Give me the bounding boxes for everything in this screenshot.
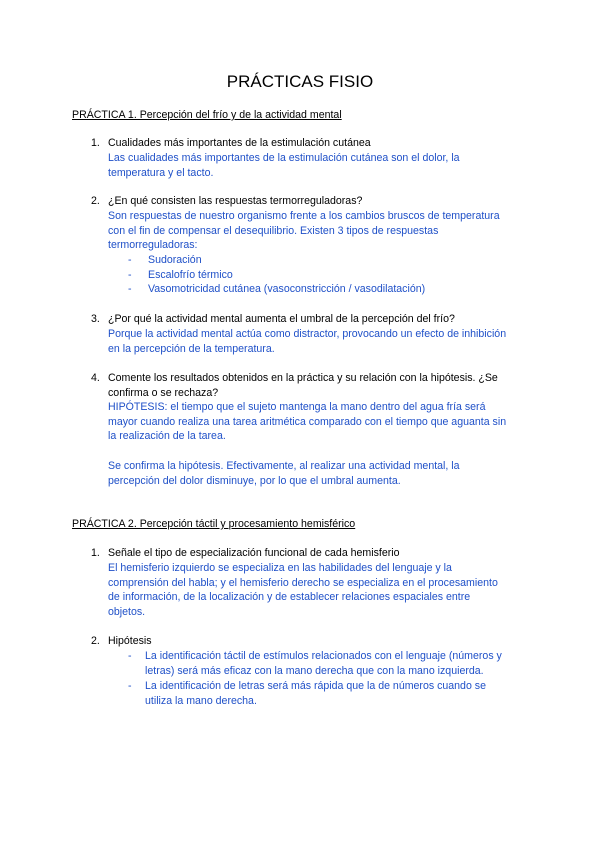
question-text: ¿En qué consisten las respuestas termorreguladoras? — [108, 195, 363, 207]
answer-line: El hemisferio izquierdo se especializa en las habilidades del lenguaje y la — [108, 562, 452, 574]
question-text: ¿Por qué la actividad mental aumenta el umbral de la percepción del frío? — [108, 313, 455, 325]
question-text: Hipótesis — [108, 635, 152, 647]
bullet-text — [145, 679, 535, 708]
hypothesis-line: HIPÓTESIS: el tiempo que el sujeto mantenga la mano dentro del agua fría será — [108, 401, 486, 413]
answer-line: termorreguladoras: — [108, 239, 198, 252]
bullet-text: Vasomotricidad cutánea (vasoconstricción / vasodilatación) — [148, 283, 426, 295]
dash-bullet-icon: - — [128, 680, 132, 692]
question-text — [108, 371, 533, 400]
answer-line: de información, de la localización y de establecer relaciones espaciales entre — [108, 591, 471, 604]
item-number: 1. — [91, 137, 100, 149]
hypothesis-line: mayor cuando realiza una tarea aritmética comparado con el tiempo que aguanta sin — [108, 415, 507, 428]
item-number: 2. — [91, 195, 100, 207]
answer-text — [108, 209, 533, 253]
dash-bullet-icon: - — [128, 254, 132, 266]
bullet-line: La identificación táctil de estímulos relacionados con el lenguaje (números y — [145, 650, 502, 662]
answer-line: objetos. — [108, 606, 146, 619]
bullet-line: utiliza la mano derecha. — [145, 694, 257, 707]
bullet-text — [145, 649, 535, 678]
answer-text — [108, 151, 533, 180]
question-text: Señale el tipo de especialización funcional de cada hemisferio — [108, 547, 400, 559]
page-title: PRÁCTICAS FISIO — [226, 72, 374, 91]
answer-line: con el fin de compensar el desequilibrio. Existen 3 tipos de respuestas — [108, 224, 439, 237]
answer-text — [108, 561, 533, 620]
answer-line: Porque la actividad mental actúa como distractor, provocando un efecto de inhibición — [108, 328, 507, 340]
answer-line: en la percepción de la temperatura. — [108, 342, 275, 355]
question-line: confirma o se rechaza? — [108, 386, 219, 399]
item-number: 1. — [91, 547, 100, 559]
conclusion-text — [108, 459, 533, 488]
answer-line: comprensión del habla; y el hemisferio derecho se especializa en el procesamiento — [108, 576, 498, 589]
question-text: Cualidades más importantes de la estimulación cutánea — [108, 137, 371, 149]
bullet-text: Escalofrío térmico — [148, 269, 233, 281]
item-number: 2. — [91, 635, 100, 647]
dash-bullet-icon: - — [128, 283, 132, 295]
answer-line: Las cualidades más importantes de la estimulación cutánea son el dolor, la — [108, 152, 460, 164]
conclusion-line: percepción del dolor disminuye, por lo que el umbral aumenta. — [108, 474, 401, 487]
dash-bullet-icon: - — [128, 650, 132, 662]
hypothesis-text — [108, 400, 533, 444]
answer-line: temperatura y el tacto. — [108, 166, 214, 179]
bullet-text: Sudoración — [148, 254, 202, 266]
section-heading-practica-1: PRÁCTICA 1. Percepción del frío y de la actividad mental — [72, 109, 342, 121]
answer-text — [108, 327, 533, 356]
hypothesis-line: la realización de la tarea. — [108, 430, 226, 443]
bullet-line: La identificación de letras será más rápida que la de números cuando se — [145, 680, 486, 692]
conclusion-line: Se confirma la hipótesis. Efectivamente, al realizar una actividad mental, la — [108, 460, 460, 472]
answer-line: Son respuestas de nuestro organismo frente a los cambios bruscos de temperatura — [108, 210, 500, 222]
section-heading-practica-2: PRÁCTICA 2. Percepción táctil y procesamiento hemisférico — [72, 518, 356, 530]
bullet-line: letras) será más eficaz con la mano derecha que con la mano izquierda. — [145, 664, 484, 677]
item-number: 4. — [91, 372, 100, 384]
question-line: Comente los resultados obtenidos en la práctica y su relación con la hipótesis. ¿Se — [108, 372, 498, 384]
item-number: 3. — [91, 313, 100, 325]
dash-bullet-icon: - — [128, 269, 132, 281]
